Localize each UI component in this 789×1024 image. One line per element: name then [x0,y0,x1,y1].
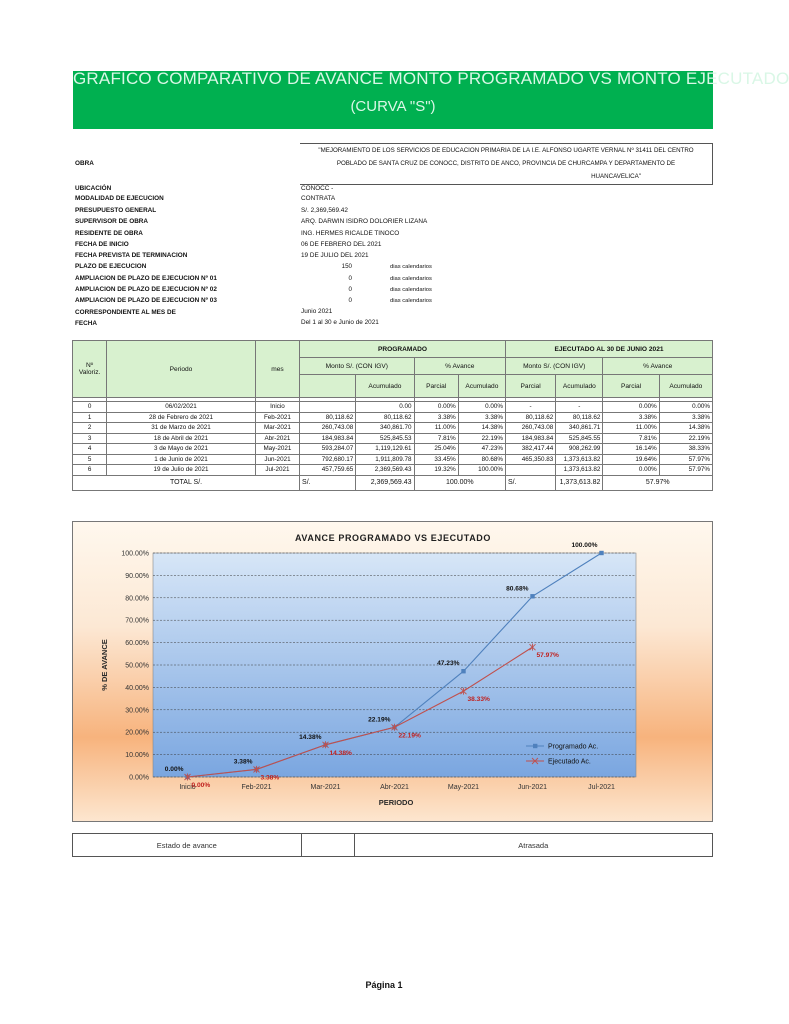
x-tick-label: Inicio [179,784,196,791]
cell-ejec-acumulado: 1,373,613.82 [556,454,603,465]
estado-table [72,833,713,857]
y-tick-label: 100.00% [121,550,149,558]
estado-row [73,834,713,857]
x-axis-title: PERIODO [378,798,414,807]
cell-nro: 2 [73,423,107,434]
info-unit-ampliacion-02: dias calendarios [390,287,432,293]
cell-ejec-acumulado: 1,373,613.82 [556,465,603,476]
cell-prog-parcial: 792,680.17 [300,454,356,465]
title-banner [73,69,789,129]
ejecutado-data-label: 0.00% [191,782,211,789]
total-ejec-pct: 57.97% [603,475,713,490]
header-ejecutado-avance: % Avance [603,358,713,375]
ejecutado-data-label: 57.97% [536,652,559,660]
info-value-ampliacion-03: 0 [348,297,352,304]
cell-prog-acumulado: 1,911,809.78 [356,454,414,465]
legend-label: Programado Ac. [548,743,599,751]
header-ejecutado-pct-acumulado: Acumulado [659,375,712,398]
cell-periodo: 19 de Julio de 2021 [107,465,256,476]
obra-label: OBRA [75,160,94,167]
cell-ejec-parcial [505,465,555,476]
cell-mes: May-2021 [255,444,299,455]
cell-prog-pct: 11.00% [414,423,458,434]
cell-periodo: 31 de Marzo de 2021 [107,423,256,434]
legend-marker [533,744,537,748]
y-tick-label: 40.00% [125,684,149,692]
cell-ejec-pct-acum: 57.97% [659,454,712,465]
cell-prog-pct-acum: 100.00% [458,465,505,476]
cell-ejec-pct-acum: 3.38% [659,412,712,423]
cell-prog-acumulado: 525,845.53 [356,433,414,444]
table-row [73,465,713,476]
info-unit-ampliacion-03: dias calendarios [390,298,432,304]
valorizacion-table [72,340,713,491]
info-unit-ampliacion-01: dias calendarios [390,276,432,282]
header-programado-avance: % Avance [414,358,505,375]
cell-ejec-pct: 0.00% [603,402,659,413]
cell-prog-pct-acum: 80.68% [458,454,505,465]
cell-prog-pct: 7.81% [414,433,458,444]
info-label-fecha-inicio: FECHA DE INICIO [75,241,129,248]
cell-ejec-acumulado: 340,861.71 [556,423,603,434]
page-number: Página 1 [365,980,403,990]
header-programado-monto: Monto S/. (CON IGV) [300,358,415,375]
cell-prog-pct-acum: 22.19% [458,433,505,444]
y-axis-ticks [121,551,149,782]
programado-data-label: 3.38% [233,758,253,766]
y-tick-label: 10.00% [125,752,149,760]
cell-ejec-parcial: 184,983.84 [505,433,555,444]
total-ejec-currency: S/. [505,475,555,490]
info-value-supervisor: ARQ. DARWIN ISIDRO DOLORIER LIZANA [301,218,428,225]
info-unit-plazo: dias calendarios [390,264,432,270]
table-body [73,402,713,491]
programado-data-label: 14.38% [299,733,322,741]
cell-ejec-pct-acum: 57.97% [659,465,712,476]
obra-line-2: POBLADO DE SANTA CRUZ DE CONOCC, DISTRITO DE ANCO, PROVINCIA DE CHURCAMPA Y DEPARTAMENTO DE [336,160,676,167]
info-value-mes: Junio 2021 [301,308,333,315]
info-value-fecha-inicio: 06 DE FEBRERO DEL 2021 [301,241,382,248]
chart-title: AVANCE PROGRAMADO VS EJECUTADO [294,533,492,543]
cell-ejec-parcial: 465,350.83 [505,454,555,465]
programado-point [530,594,534,598]
ejecutado-data-label: 14.38% [329,749,352,757]
total-prog-pct: 100.00% [414,475,505,490]
cell-mes: Inicio [255,402,299,413]
cell-ejec-pct: 7.81% [603,433,659,444]
cell-prog-pct: 25.04% [414,444,458,455]
table-total-row [73,475,713,490]
header-ejecutado-pct-parcial: Parcial [603,375,659,398]
info-value-plazo: 150 [341,263,352,270]
cell-ejec-pct: 11.00% [603,423,659,434]
header-valoriz-label: Valoriz. [78,369,101,376]
header-programado-acumulado: Acumulado [356,375,414,398]
y-tick-label: 60.00% [125,640,149,648]
cell-mes: Feb-2021 [255,412,299,423]
programado-point [599,551,603,555]
cell-prog-pct: 33.45% [414,454,458,465]
cell-ejec-acumulado: 525,845.55 [556,433,603,444]
y-tick-label: 70.00% [125,617,149,625]
cell-mes: Mar-2021 [255,423,299,434]
report-title: GRAFICO COMPARATIVO DE AVANCE MONTO PROGRAMADO VS MONTO EJECUTADO [73,69,789,88]
total-label: TOTAL S/. [73,475,300,490]
header-periodo: Periodo [107,341,256,398]
x-tick-label: Abr-2021 [380,784,409,791]
info-label-residente: RESIDENTE DE OBRA [75,230,143,237]
info-value-fecha: Del 1 al 30 e Junio de 2021 [301,319,379,326]
cell-prog-parcial: 260,743.08 [300,423,356,434]
info-label-ampliacion-02: AMPLIACION DE PLAZO DE EJECUCION Nº 02 [75,286,217,293]
s-curve-chart [72,521,713,822]
x-tick-label: May-2021 [447,784,480,791]
cell-ejec-pct-acum: 38.33% [659,444,712,455]
header-ejecutado-monto: Monto S/. (CON IGV) [505,358,602,375]
cell-mes: Jul-2021 [255,465,299,476]
estado-label: Estado de avance [73,834,302,857]
y-axis-title: % DE AVANCE [100,639,109,691]
cell-prog-parcial: 593,284.07 [300,444,356,455]
info-label-plazo: PLAZO DE EJECUCION [75,263,147,270]
y-tick-label: 50.00% [125,662,149,670]
ejecutado-data-label: 22.19% [398,732,421,740]
x-axis-ticks [179,784,615,791]
info-value-ampliacion-02: 0 [348,286,352,293]
cell-prog-pct-acum: 3.38% [458,412,505,423]
programado-point [461,669,465,673]
programado-data-label: 0.00% [164,766,184,773]
cell-ejec-parcial: 80,118.62 [505,412,555,423]
info-value-ampliacion-01: 0 [348,275,352,282]
cell-prog-acumulado: 2,369,569.43 [356,465,414,476]
cell-ejec-acumulado: 908,262.99 [556,444,603,455]
info-value-modalidad: CONTRATA [301,195,336,202]
info-value-ubicacion: CONOCC - [301,185,334,192]
cell-periodo: 1 de Junio de 2021 [107,454,256,465]
cell-ejec-parcial: 382,417.44 [505,444,555,455]
cell-ejec-pct-acum: 14.38% [659,423,712,434]
cell-ejec-pct: 19.64% [603,454,659,465]
x-tick-label: Jul-2021 [588,784,615,791]
cell-nro: 1 [73,412,107,423]
table-row [73,423,713,434]
cell-mes: Abr-2021 [255,433,299,444]
table-header-row [73,341,713,358]
cell-prog-parcial: 457,759.65 [300,465,356,476]
header-ejecutado: EJECUTADO AL 30 DE JUNIO 2021 [505,341,712,358]
cell-periodo: 06/02/2021 [107,402,256,413]
table-row [73,433,713,444]
y-tick-label: 80.00% [125,595,149,603]
total-prog-currency: S/. [300,475,356,490]
total-prog-value: 2,369,569.43 [356,475,414,490]
table-row [73,402,713,413]
header-programado-parcial-blank [300,375,356,398]
info-label-presupuesto: PRESUPUESTO GENERAL [75,207,157,214]
cell-ejec-acumulado: - [556,402,603,413]
header-mes: mes [255,341,299,398]
cell-periodo: 18 de Abril de 2021 [107,433,256,444]
total-ejec-value: 1,373,613.82 [556,475,603,490]
y-tick-label: 30.00% [125,707,149,715]
cell-ejec-parcial: 260,743.08 [505,423,555,434]
cell-ejec-acumulado: 80,118.62 [556,412,603,423]
y-tick-label: 20.00% [125,729,149,737]
header-programado-pct-parcial: Parcial [414,375,458,398]
cell-prog-pct-acum: 47.23% [458,444,505,455]
cell-nro: 5 [73,454,107,465]
table-row [73,412,713,423]
y-tick-label: 0.00% [129,774,149,782]
info-label-ampliacion-01: AMPLIACION DE PLAZO DE EJECUCION Nº 01 [75,275,217,282]
cell-nro: 3 [73,433,107,444]
estado-spacer [301,834,354,857]
y-tick-label: 90.00% [125,572,149,580]
cell-prog-pct: 3.38% [414,412,458,423]
cell-nro: 0 [73,402,107,413]
x-tick-label: Feb-2021 [241,784,272,791]
x-tick-label: Jun-2021 [517,784,548,791]
cell-prog-acumulado: 1,119,129.61 [356,444,414,455]
header-ejecutado-acumulado: Acumulado [556,375,603,398]
header-programado: PROGRAMADO [300,341,506,358]
header-programado-pct-acumulado: Acumulado [458,375,505,398]
cell-prog-acumulado: 80,118.62 [356,412,414,423]
cell-periodo: 28 de Febrero de 2021 [107,412,256,423]
cell-ejec-pct: 3.38% [603,412,659,423]
cell-ejec-parcial: - [505,402,555,413]
info-value-residente: ING. HERMES RICALDE TINOCO [301,230,400,237]
cell-ejec-pct: 16.14% [603,444,659,455]
cell-prog-pct-acum: 0.00% [458,402,505,413]
ejecutado-data-label: 3.38% [260,774,280,782]
info-label-ubicacion: UBICACIÓN [75,185,112,192]
cell-periodo: 3 de Mayo de 2021 [107,444,256,455]
info-label-fecha-termino: FECHA PREVISTA DE TERMINACION [75,252,188,259]
programado-data-label: 100.00% [571,542,598,549]
programado-data-label: 47.23% [437,660,460,668]
ejecutado-data-label: 38.33% [467,696,490,704]
cell-prog-acumulado: 340,861.70 [356,423,414,434]
info-value-presupuesto: S/. 2,369,569.42 [301,207,348,214]
info-label-supervisor: SUPERVISOR DE OBRA [75,218,149,225]
cell-prog-parcial [300,402,356,413]
info-label-modalidad: MODALIDAD DE EJECUCION [75,195,164,202]
cell-ejec-pct-acum: 22.19% [659,433,712,444]
cell-ejec-pct: 0.00% [603,465,659,476]
cell-prog-acumulado: 0.00 [356,402,414,413]
chart-svg [73,522,714,823]
header-nro-label: Nº [85,362,94,369]
estado-value: Atrasada [354,834,712,857]
info-label-ampliacion-03: AMPLIACION DE PLAZO DE EJECUCION Nº 03 [75,297,217,304]
info-label-mes: CORRESPONDIENTE AL MES DE [75,309,176,316]
report-subtitle: (CURVA "S") [350,98,436,115]
cell-prog-pct: 0.00% [414,402,458,413]
cell-nro: 4 [73,444,107,455]
header-nro [73,341,107,398]
programado-data-label: 22.19% [368,716,391,724]
cell-prog-parcial: 184,983.84 [300,433,356,444]
table-row [73,444,713,455]
x-tick-label: Mar-2021 [310,784,341,791]
info-label-fecha: FECHA [75,320,98,327]
cell-ejec-pct-acum: 0.00% [659,402,712,413]
cell-mes: Jun-2021 [255,454,299,465]
cell-prog-parcial: 80,118.62 [300,412,356,423]
cell-prog-pct-acum: 14.38% [458,423,505,434]
cell-nro: 6 [73,465,107,476]
info-value-fecha-termino: 19 DE JULIO DEL 2021 [301,252,369,259]
legend-label: Ejecutado Ac. [548,758,591,766]
obra-line-1: "MEJORAMIENTO DE LOS SERVICIOS DE EDUCACION PRIMARIA DE LA I.E. ALFONSO UGARTE VERNAL Nº 31411 DEL CENTRO [318,147,694,154]
cell-prog-pct: 19.32% [414,465,458,476]
programado-data-label: 80.68% [506,585,529,593]
obra-description [300,143,713,185]
table-row [73,454,713,465]
obra-line-3: HUANCAVELICA" [591,173,641,180]
header-ejecutado-parcial: Parcial [505,375,555,398]
